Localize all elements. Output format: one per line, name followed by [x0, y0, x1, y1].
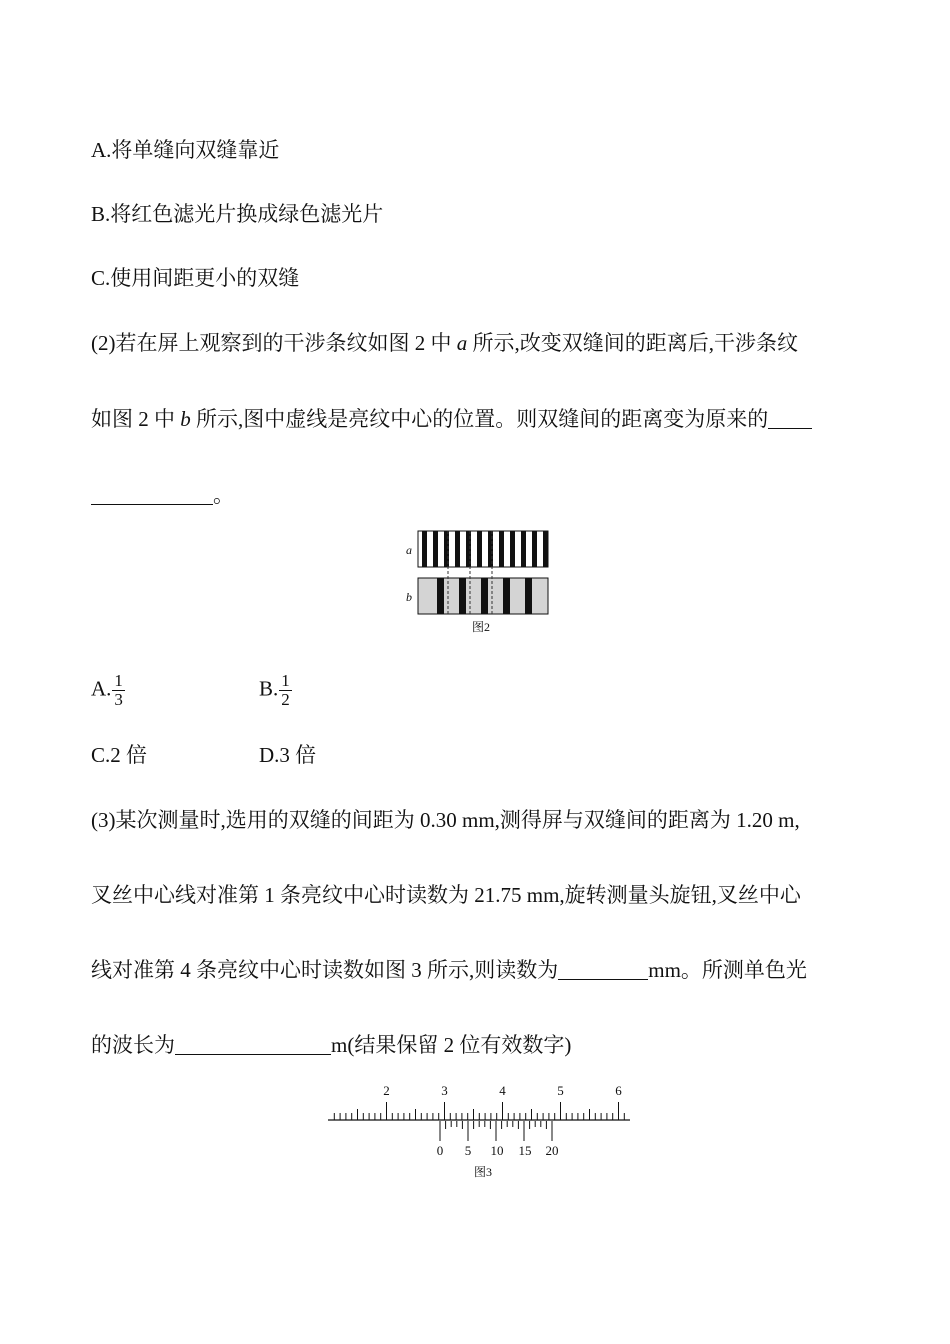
- dark-fringe: [525, 578, 532, 614]
- figure-caption: 图2: [472, 620, 491, 634]
- dark-fringe: [503, 578, 510, 614]
- option-2-b: [259, 672, 292, 709]
- option-1-b: [91, 200, 383, 228]
- question-text: mm。所测单色光: [648, 958, 807, 982]
- reading-answer-blank[interactable]: [558, 959, 648, 980]
- figure-caption: 图3: [474, 1165, 493, 1179]
- vernier-label: 0: [436, 1143, 444, 1158]
- question-3-line-2: [91, 881, 801, 909]
- main-scale-label: 2: [383, 1083, 390, 1098]
- option-text: 2 倍: [110, 743, 148, 767]
- vernier-label: 5: [464, 1143, 472, 1158]
- option-letter: A.: [91, 676, 112, 701]
- fraction: [112, 672, 125, 709]
- question-text: 叉丝中心线对准第 1 条亮纹中心时读数为 21.75 mm,旋转测量头旋钮,叉丝中心: [91, 883, 801, 907]
- end-punct: 。: [213, 483, 234, 507]
- question-text: m(结果保留 2 位有效数字): [331, 1033, 572, 1057]
- dark-fringe: [521, 531, 526, 567]
- main-scale-label: 6: [615, 1083, 622, 1098]
- question-2-line-1: [91, 329, 798, 357]
- question-text: 线对准第 4 条亮纹中心时读数如图 3 所示,则读数为: [91, 958, 559, 982]
- question-number: (2): [91, 331, 116, 355]
- main-scale: [328, 1102, 630, 1120]
- dark-fringe: [459, 578, 466, 614]
- question-text: 所示,图中虚线是亮纹中心的位置。则双缝间的距离变为原来的: [190, 407, 769, 431]
- numerator: 1: [114, 671, 123, 690]
- question-3-line-4: [91, 1031, 571, 1059]
- dark-fringe: [510, 531, 515, 567]
- main-scale-label: 3: [441, 1083, 448, 1098]
- answer-blank[interactable]: [768, 408, 812, 429]
- question-text: 如图 2 中: [91, 407, 181, 431]
- question-text: 某次测量时,选用的双缝的间距为 0.30 mm,测得屏与双缝间的距离为 1.20 m,: [115, 808, 800, 832]
- dark-fringe: [422, 531, 427, 567]
- dark-fringe: [532, 531, 537, 567]
- dark-fringe: [499, 531, 504, 567]
- question-3-line-1: [91, 806, 800, 834]
- option-2-d: [259, 741, 316, 769]
- fringe-pattern-a: [418, 531, 548, 567]
- option-letter: D.: [259, 743, 280, 767]
- numerator: 1: [281, 671, 290, 690]
- dark-fringe: [477, 531, 482, 567]
- denominator: 3: [114, 690, 123, 709]
- option-1-a: [91, 136, 279, 164]
- option-letter: C.: [91, 743, 111, 767]
- vernier-label: 10: [490, 1143, 504, 1158]
- denominator: 2: [281, 690, 290, 709]
- dark-fringe: [437, 578, 444, 614]
- question-number: (3): [91, 808, 116, 832]
- option-text: 将单缝向双缝靠近: [111, 138, 280, 162]
- option-letter: A.: [91, 138, 112, 162]
- fringe-pattern-b: [418, 578, 548, 614]
- label-a: a: [406, 543, 412, 557]
- variable-a: a: [456, 331, 468, 355]
- option-text: 将红色滤光片换成绿色滤光片: [110, 202, 384, 226]
- option-text: 使用间距更小的双缝: [110, 266, 300, 290]
- question-text: 的波长为: [91, 1033, 175, 1057]
- answer-blank[interactable]: [91, 484, 213, 505]
- label-b: b: [406, 590, 412, 604]
- dark-fringe: [433, 531, 438, 567]
- option-2-c: [91, 741, 147, 769]
- option-letter: B.: [259, 676, 279, 701]
- figure-2: [400, 525, 560, 640]
- fraction: [279, 672, 292, 709]
- option-2-a: [91, 672, 125, 709]
- option-text: 3 倍: [279, 743, 317, 767]
- figure-3-vernier-scale: [320, 1080, 640, 1185]
- question-text: 所示,改变双缝间的距离后,干涉条纹: [467, 331, 798, 355]
- question-2-line-3: [91, 481, 234, 509]
- option-letter: C.: [91, 266, 111, 290]
- variable-b: b: [180, 407, 191, 431]
- wavelength-answer-blank[interactable]: [175, 1034, 331, 1055]
- dark-fringe: [481, 578, 488, 614]
- option-1-c: [91, 264, 299, 292]
- option-letter: B.: [91, 202, 111, 226]
- main-scale-label: 4: [499, 1083, 506, 1098]
- dark-fringe: [455, 531, 460, 567]
- question-3-line-3: [91, 956, 807, 984]
- vernier-label: 20: [545, 1143, 559, 1158]
- vernier-scale: [440, 1121, 552, 1141]
- question-2-line-2: [91, 405, 812, 433]
- vernier-label: 15: [518, 1143, 532, 1158]
- dark-fringe: [543, 531, 548, 567]
- question-text: 若在屏上观察到的干涉条纹如图 2 中: [115, 331, 457, 355]
- main-scale-label: 5: [557, 1083, 564, 1098]
